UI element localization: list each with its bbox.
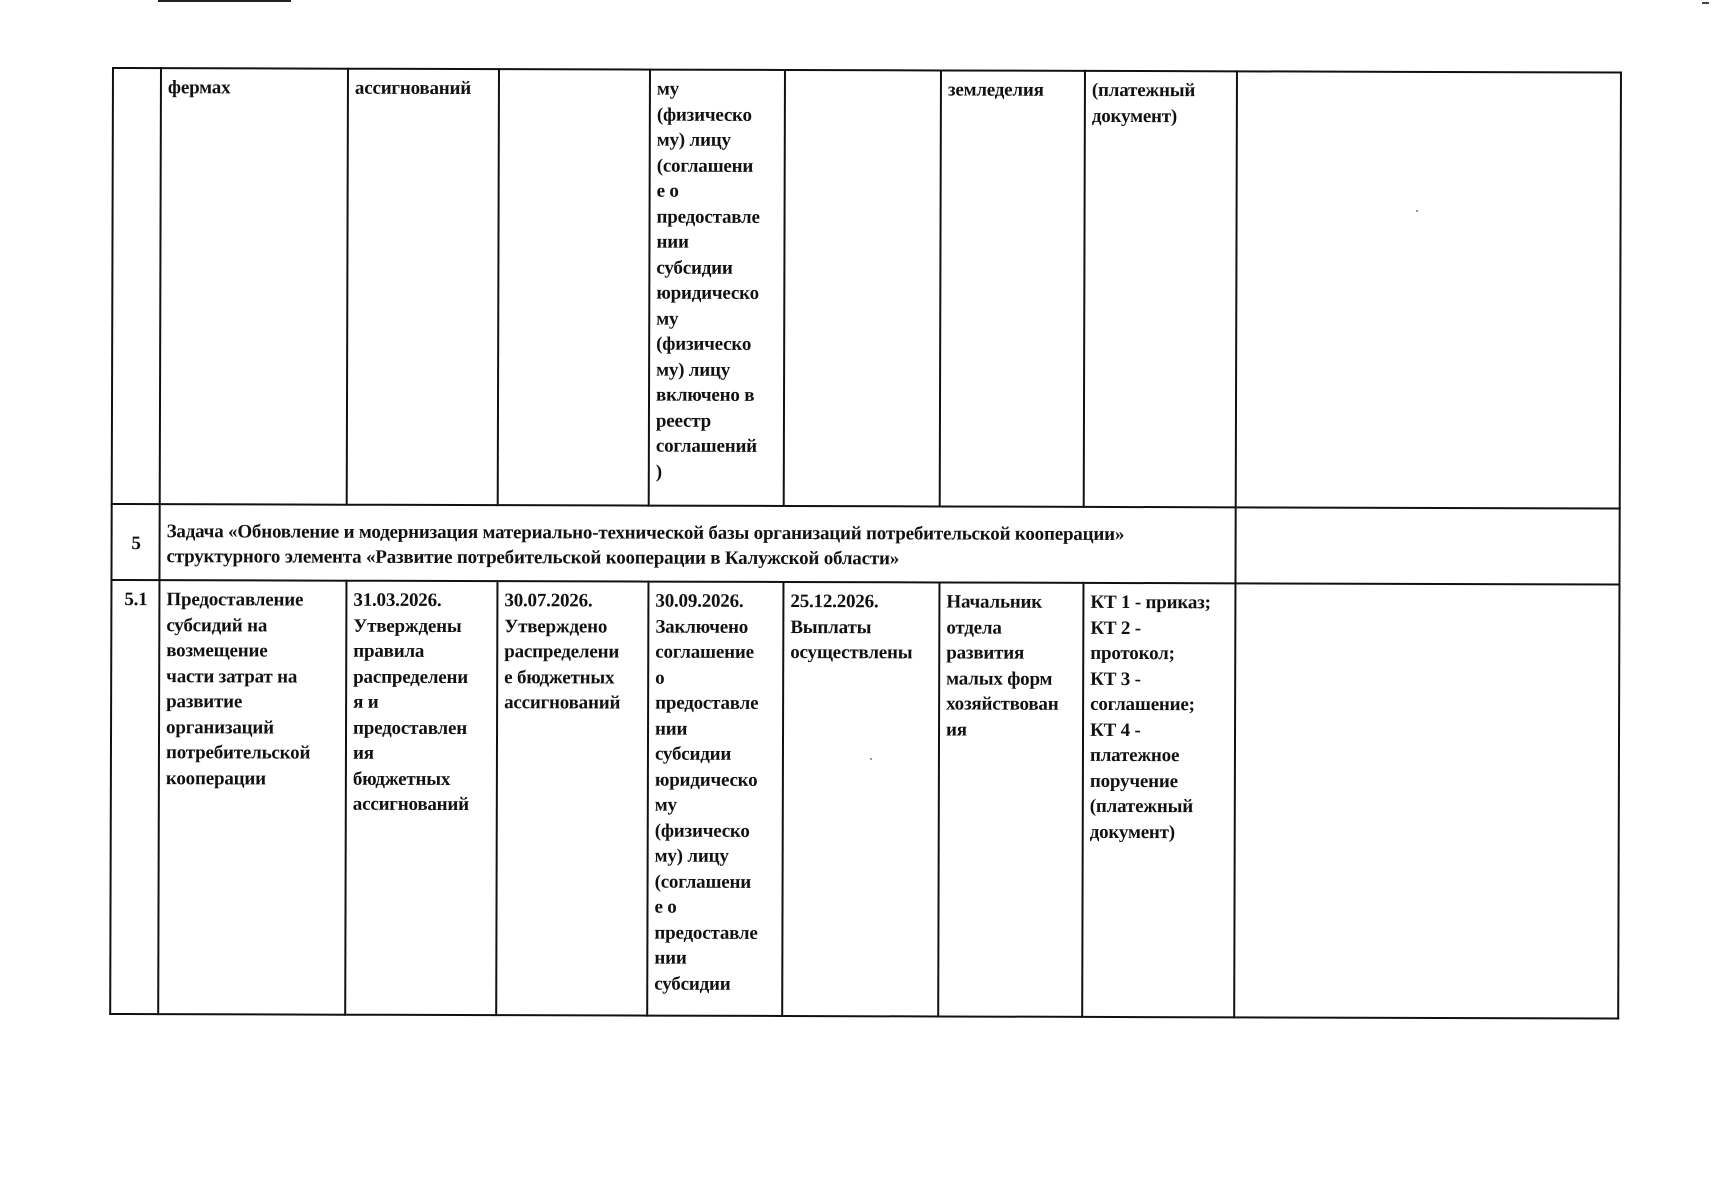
checkpoint-4-cell (784, 70, 941, 506)
scan-top-line (158, 0, 291, 2)
checkpoint-4-cell: 25.12.2026. Выплаты осуществлены (782, 582, 939, 1016)
plan-table (109, 67, 1622, 1019)
documents-cell: (платежный документ) (1084, 71, 1237, 507)
checkpoint-1-cell: ассигнований (347, 69, 499, 505)
extra-cell (1236, 71, 1621, 508)
responsible-cell: Начальник отдела развития малых форм хозяйствован ия (938, 582, 1083, 1016)
table-row-task (111, 504, 1619, 584)
scan-corner-mark (1702, 2, 1709, 4)
table-row-continued (112, 68, 1621, 508)
table-row-item (110, 580, 1619, 1018)
checkpoint-2-cell (498, 69, 650, 505)
checkpoint-2-cell: 30.07.2026. Утверждено распределени е бюджетных ассигнований (496, 581, 648, 1015)
extra-cell (1234, 583, 1619, 1018)
responsible-cell: земледелия (940, 70, 1085, 506)
row-number (112, 68, 161, 504)
documents-cell: КТ 1 - приказ; КТ 2 - протокол; КТ 3 - соглашение; КТ 4 - платежное поручение (платежный документ) (1082, 583, 1235, 1017)
checkpoint-3-cell: 30.09.2026. Заключено соглашение о предоставле нии субсидии юридическо му (физическо му) лицу (соглашени е о предоставле нии субсидии (647, 582, 783, 1016)
row-number: 5.1 (110, 580, 159, 1014)
extra-cell (1235, 507, 1619, 584)
checkpoint-3-cell: му (физическо му) лицу (соглашени е о предоставле нии субсидии юридическо му (физическо му) лицу включено в реестр соглашений ) (649, 70, 785, 506)
event-name-cell: фермах (160, 68, 348, 505)
event-name-cell: Предоставление субсидий на возмещение части затрат на развитие организаций потребительской кооперации (158, 580, 346, 1015)
task-number: 5 (111, 504, 159, 580)
checkpoint-1-cell: 31.03.2026. Утверждены правила распределени я и предоставлен ия бюджетных ассигнований (345, 581, 497, 1015)
task-title: Задача «Обновление и модернизация материально-технической базы организаций потребительской кооперации» структурного элемента «Развитие потребительской кооперации в Калужской области» (159, 504, 1235, 583)
